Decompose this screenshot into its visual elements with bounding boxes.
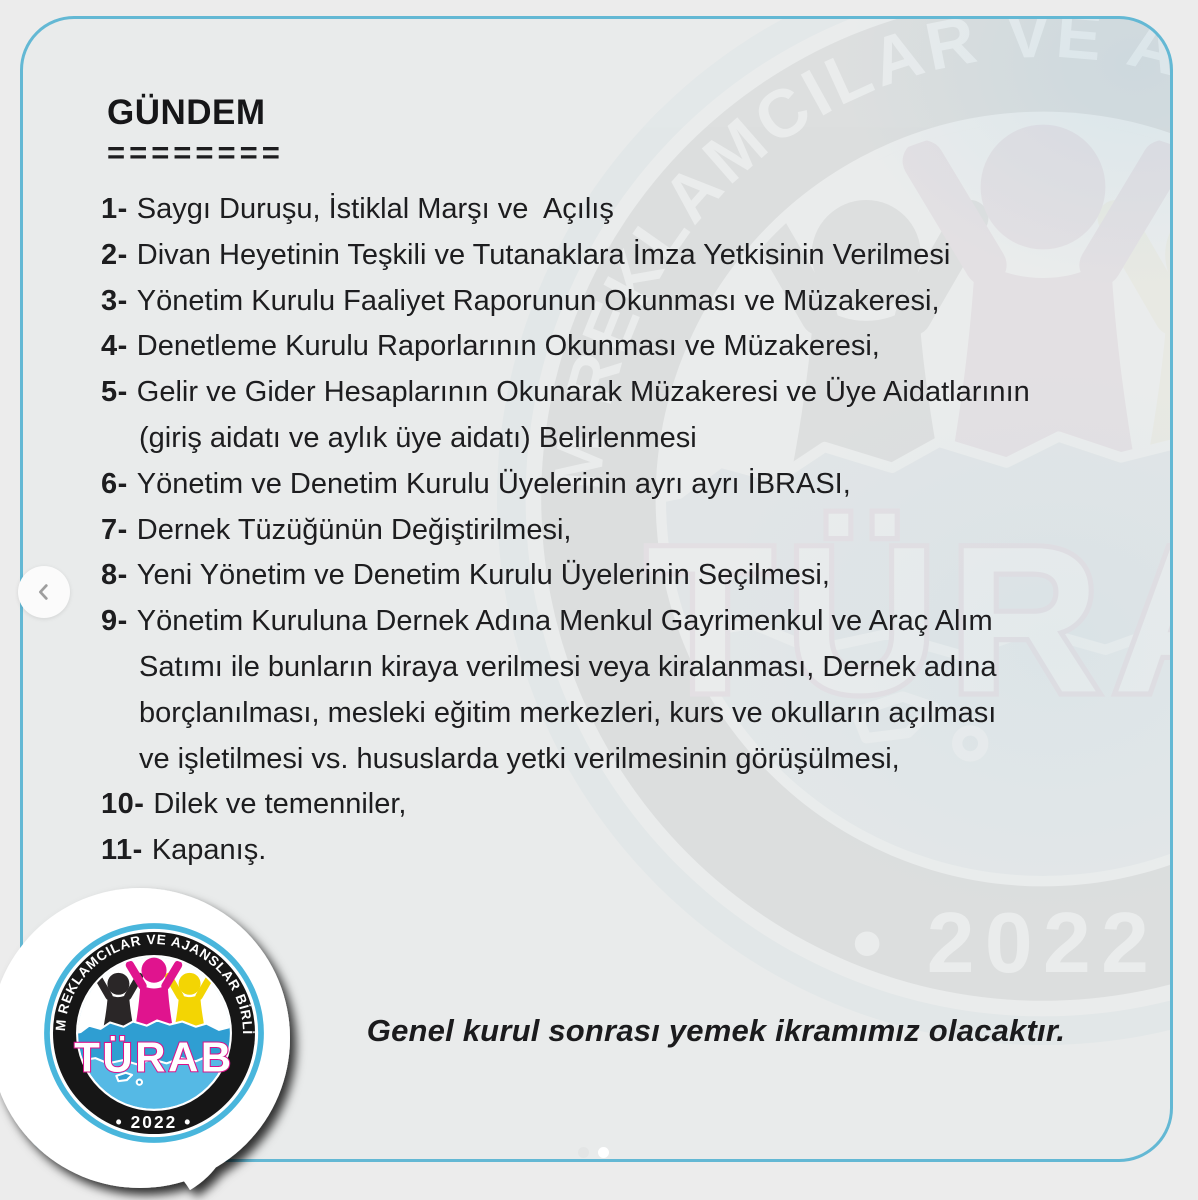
agenda-item-text: Satımı ile bunların kiraya verilmesi veya kiralanması, Dernek adına	[139, 650, 997, 683]
agenda-item-number: 4-	[101, 330, 128, 363]
agenda-item-number: 7-	[101, 513, 128, 546]
agenda-item-text: borçlanılması, mesleki eğitim merkezleri, kurs ve okulların açılması	[139, 696, 997, 729]
carousel-prev-button[interactable]	[18, 566, 70, 618]
agenda-item-number: 3-	[101, 284, 128, 317]
title-separator: ========	[107, 135, 284, 170]
agenda-item-text: (giriş aidatı ve aylık üye aidatı) Belirlenmesi	[139, 421, 697, 454]
agenda-item-text: Dernek Tüzüğünün Değiştirilmesi,	[136, 513, 572, 546]
agenda-item-line	[101, 233, 950, 279]
agenda-item-continuation-line	[101, 416, 697, 462]
agenda-item-line	[101, 828, 266, 874]
agenda-item-text: Divan Heyetinin Teşkili ve Tutanaklara İmza Yetkisinin Verilmesi	[136, 238, 951, 271]
agenda-item-text: Denetleme Kurulu Raporlarının Okunması ve Müzakeresi,	[136, 330, 880, 363]
agenda-item-line	[101, 508, 571, 554]
agenda-item-text: Yönetim ve Denetim Kurulu Üyelerinin ayrı ayrı İBRASI,	[136, 467, 851, 500]
agenda-item-text: Yönetim Kurulu Faaliyet Raporunun Okunması ve Müzakeresi,	[136, 284, 940, 317]
agenda-item-number: 8-	[101, 559, 128, 592]
agenda-item-continuation-line	[101, 691, 996, 737]
agenda-item-continuation-line	[101, 645, 996, 691]
agenda-item-line	[101, 279, 940, 325]
agenda-item-line	[101, 462, 851, 508]
agenda-item-number: 1-	[101, 193, 128, 225]
agenda-item-text: Dilek ve temenniler,	[153, 788, 407, 821]
agenda-item-text: Yönetim Kuruluna Dernek Adına Menkul Gayrimenkul ve Araç Alım	[136, 605, 993, 638]
agenda-item-number: 10-	[101, 788, 145, 821]
footer-note-wrap	[358, 1013, 1074, 1049]
agenda-item-text: ve işletilmesi vs. hususlarda yetki verilmesinin görüşülmesi,	[139, 742, 900, 775]
agenda-item-line	[101, 187, 614, 233]
turab-logo	[0, 876, 311, 1190]
carousel-dot-active[interactable]	[598, 1147, 609, 1158]
agenda-item-text: Kapanış.	[151, 834, 267, 867]
agenda-item-line	[101, 599, 993, 645]
agenda-item-continuation-line	[101, 737, 900, 783]
agenda-item-text: Saygı Duruşu, İstiklal Marşı ve Açılış	[136, 193, 614, 225]
agenda-item-line	[101, 553, 830, 599]
agenda-item-text: Yeni Yönetim ve Denetim Kurulu Üyelerinin Seçilmesi,	[136, 559, 830, 592]
agenda-item-number: 9-	[101, 605, 128, 638]
page-title: GÜNDEM	[107, 93, 266, 132]
agenda-item-line	[101, 370, 1030, 416]
agenda-item-number: 2-	[101, 238, 128, 271]
agenda-item-number: 11-	[101, 834, 143, 867]
agenda-item-text: Gelir ve Gider Hesaplarının Okunarak Müzakeresi ve Üye Aidatlarının	[136, 376, 1030, 409]
agenda-item-number: 5-	[101, 376, 128, 409]
agenda-item-number: 6-	[101, 467, 128, 500]
carousel-dot-inactive[interactable]	[578, 1147, 589, 1158]
agenda-item-line	[101, 782, 406, 828]
chevron-left-icon	[33, 581, 55, 603]
agenda-list	[101, 187, 1141, 874]
carousel-dots	[578, 1147, 609, 1158]
agenda-item-line	[101, 324, 880, 370]
footer-note: Genel kurul sonrası yemek ikramımız olacaktır.	[366, 1013, 1066, 1048]
